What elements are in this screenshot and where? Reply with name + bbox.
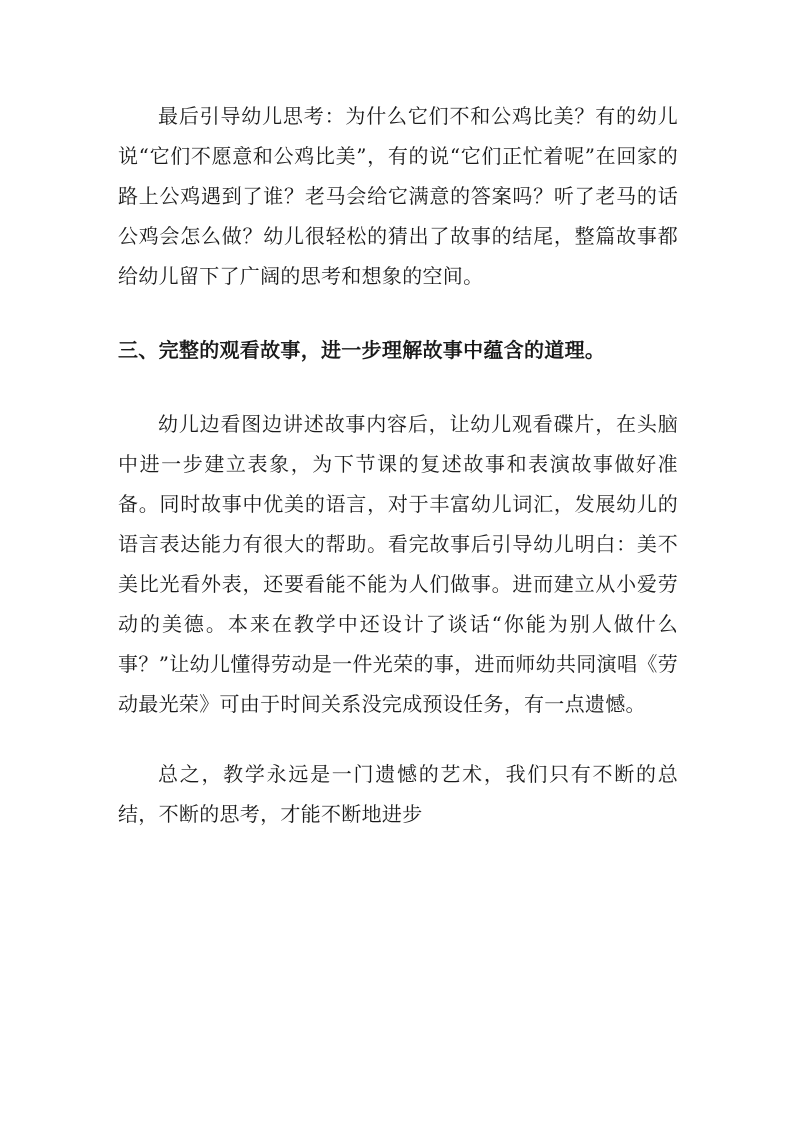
- paragraph-watch-story: 幼儿边看图边讲述故事内容后，让幼儿观看碟片，在头脑中进一步建立表象，为下节课的复述故事和表演故事做好准备。同时故事中优美的语言，对于丰富幼儿词汇，发展幼儿的语言表达能力有很大的帮助。看完故事后引导幼儿明白：美不美比光看外表，还要看能不能为人们做事。进而建立从小爱劳动的美德。本来在教学中还设计了谈话“你能为别人做什么事？”让幼儿懂得劳动是一件光荣的事，进而师幼共同演唱《劳动最光荣》可由于时间关系没完成预设任务，有一点遗憾。: [118, 412, 678, 716]
- section-heading-3: 三、完整的观看故事，进一步理解故事中蕴含的道理。: [118, 338, 606, 362]
- document-body: [118, 96, 678, 834]
- paragraph-reflection: 最后引导幼儿思考：为什么它们不和公鸡比美？有的幼儿说“它们不愿意和公鸡比美”，有的说“它们正忙着呢”在回家的路上公鸡遇到了谁？老马会给它满意的答案吗？听了老马的话公鸡会怎么做？幼儿很轻松的猜出了故事的结尾，整篇故事都给幼儿留下了广阔的思考和想象的空间。: [118, 104, 678, 288]
- paragraph-conclusion: 总之，教学永远是一门遗憾的艺术，我们只有不断的总结，不断的思考，才能不断地进步: [118, 762, 678, 826]
